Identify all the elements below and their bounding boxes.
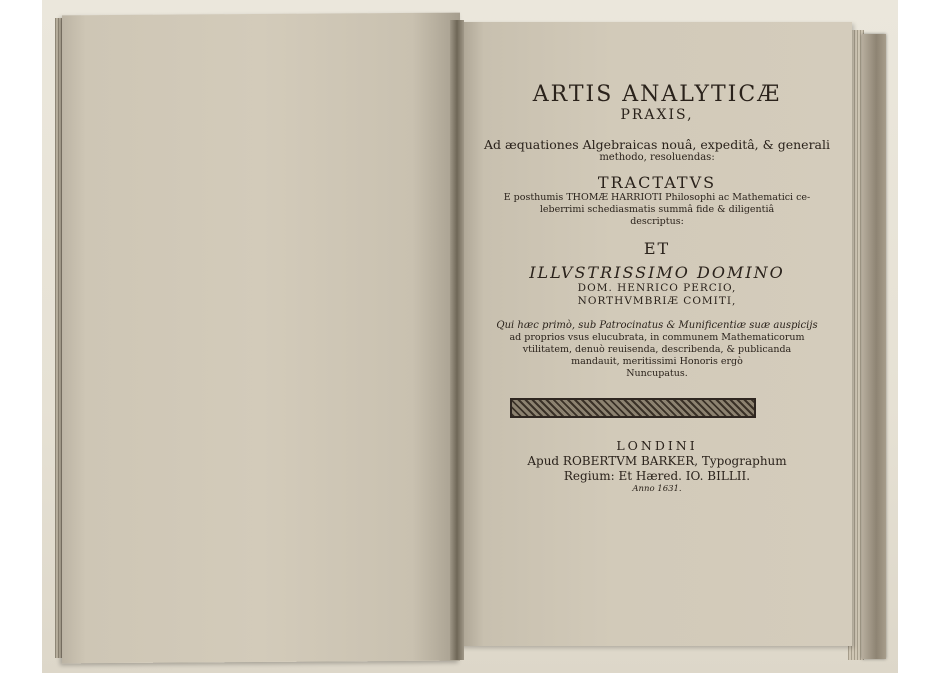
et-heading: ET (643, 239, 671, 258)
book-cover-edge (862, 34, 886, 659)
purpose-line-2: methodo, resoluendas: (599, 152, 715, 163)
author-line-2: leberrimi schediasmatis summâ fide & diligentiâ (539, 204, 775, 215)
imprint-printer-line-1: Apud ROBERTVM BARKER, Typographum (527, 454, 787, 468)
left-blank-page (62, 13, 460, 664)
book-title: ARTIS ANALYTICÆ (532, 82, 782, 107)
dedication-line-1: Qui hæc primò, sub Patrocinatus & Munificentiæ suæ auspicijs (496, 320, 818, 331)
book-subtitle: PRAXIS, (620, 107, 694, 123)
imprint-printer-line-2: Regium: Et Hæred. IO. BILLII. (563, 469, 751, 483)
dedication-name: DOM. HENRICO PERCIO, (577, 282, 737, 294)
dedication-title: ILLVSTRISSIMO DOMINO (529, 263, 785, 282)
book-gutter (450, 20, 464, 660)
dedication-rank: NORTHVMBRIÆ COMITI, (577, 295, 737, 307)
dedication-line-4: mandauit, meritissimi Honoris ergò (571, 356, 743, 367)
ornamental-border (510, 398, 756, 418)
dedication-line-2: ad proprios vsus elucubrata, in communem Mathematicorum (509, 332, 805, 343)
imprint-year: Anno 1631. (632, 484, 682, 494)
author-line-3: descriptus: (630, 216, 684, 227)
imprint-city: LONDINI (616, 438, 698, 453)
title-block (472, 84, 842, 380)
dedication-line-3: vtilitatem, denuò reuisenda, describenda, & publicanda (522, 344, 792, 355)
tractatus-heading: TRACTATVS (597, 173, 717, 192)
dedication-line-5: Nuncupatus. (626, 368, 688, 379)
purpose-line-1: Ad æquationes Algebraicas nouâ, expeditâ, & generali (484, 137, 830, 152)
imprint-block (472, 438, 842, 495)
author-line-1: E posthumis THOMÆ HARRIOTI Philosophi ac Mathematici ce- (503, 192, 811, 203)
